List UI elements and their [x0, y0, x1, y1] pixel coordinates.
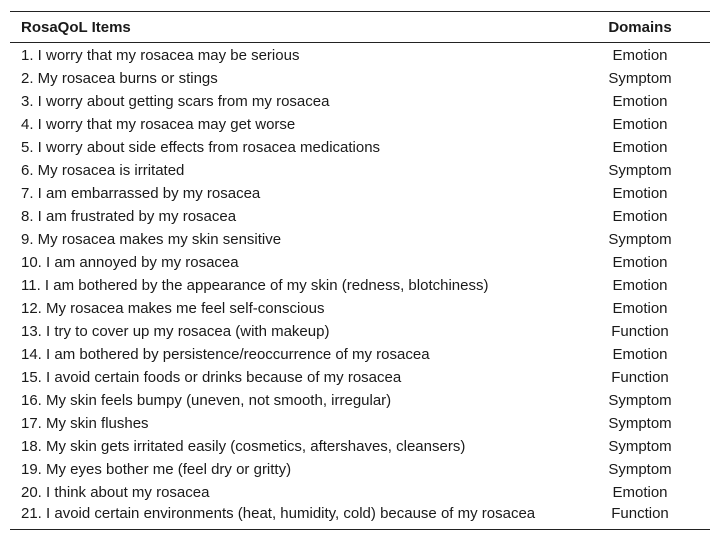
domain-cell: Emotion: [612, 47, 668, 64]
table-row: [10, 320, 710, 343]
table-row: [10, 274, 710, 297]
item-cell: 21. I avoid certain environments (heat, humidity, cold) because of my rosacea: [10, 504, 570, 530]
domain-cell: Symptom: [608, 461, 672, 478]
domain-cell: Function: [611, 369, 669, 386]
table-row: [10, 136, 710, 159]
table-row: [10, 67, 710, 90]
domain-cell: Symptom: [608, 438, 672, 455]
item-cell: 13. I try to cover up my rosacea (with makeup): [21, 323, 330, 340]
table-row: [10, 228, 710, 251]
domain-cell: Emotion: [612, 484, 668, 501]
table-row: [10, 412, 710, 435]
item-cell: 15. I avoid certain foods or drinks because of my rosacea: [21, 369, 402, 386]
domain-cell: Function: [570, 504, 710, 530]
item-cell: 9. My rosacea makes my skin sensitive: [21, 231, 282, 248]
table-row: [10, 435, 710, 458]
domain-cell: Symptom: [608, 392, 672, 409]
table-row: [10, 343, 710, 366]
item-cell: 4. I worry that my rosacea may get worse: [21, 116, 296, 133]
domain-cell: Emotion: [612, 185, 668, 202]
rosaqol-table-container: [10, 11, 710, 530]
domain-cell: Emotion: [612, 116, 668, 133]
rosaqol-table: [10, 11, 710, 530]
item-cell: 17. My skin flushes: [21, 415, 149, 432]
table-row: [10, 504, 710, 530]
table-row: [10, 182, 710, 205]
item-cell: 10. I am annoyed by my rosacea: [21, 254, 239, 271]
domain-cell: Symptom: [608, 415, 672, 432]
item-cell: 18. My skin gets irritated easily (cosmetics, aftershaves, cleansers): [21, 438, 466, 455]
table-row: [10, 159, 710, 182]
item-cell: 5. I worry about side effects from rosacea medications: [21, 139, 381, 156]
table-row: [10, 458, 710, 481]
domain-cell: Symptom: [608, 231, 672, 248]
item-cell: 19. My eyes bother me (feel dry or gritty): [21, 461, 292, 478]
table-row: [10, 366, 710, 389]
table-row: [10, 43, 710, 68]
item-cell: 20. I think about my rosacea: [21, 484, 210, 501]
domain-cell: Emotion: [612, 208, 668, 225]
item-cell: 8. I am frustrated by my rosacea: [21, 208, 237, 225]
header-domains: Domains: [570, 12, 710, 43]
item-cell: 14. I am bothered by persistence/reoccurrence of my rosacea: [21, 346, 430, 363]
table-row: [10, 205, 710, 228]
domain-cell: Emotion: [612, 300, 668, 317]
domain-cell: Emotion: [612, 254, 668, 271]
item-cell: 11. I am bothered by the appearance of my skin (redness, blotchiness): [21, 277, 489, 294]
domain-cell: Emotion: [612, 93, 668, 110]
item-cell: 12. My rosacea makes me feel self-conscious: [21, 300, 325, 317]
table-row: [10, 251, 710, 274]
table-header: [10, 12, 710, 43]
domain-cell: Symptom: [608, 162, 672, 179]
item-cell: 7. I am embarrassed by my rosacea: [21, 185, 261, 202]
table-row: [10, 90, 710, 113]
header-items: RosaQoL Items: [10, 12, 570, 43]
item-cell: 6. My rosacea is irritated: [21, 162, 185, 179]
domain-cell: Emotion: [612, 139, 668, 156]
item-cell: 3. I worry about getting scars from my rosacea: [21, 93, 330, 110]
item-cell: 16. My skin feels bumpy (uneven, not smooth, irregular): [21, 392, 392, 409]
domain-cell: Function: [611, 323, 669, 340]
domain-cell: Emotion: [612, 346, 668, 363]
table-body: [10, 43, 710, 530]
table-row: [10, 481, 710, 504]
table-row: [10, 113, 710, 136]
table-row: [10, 297, 710, 320]
header-row: [10, 12, 710, 43]
domain-cell: Emotion: [612, 277, 668, 294]
table-row: [10, 389, 710, 412]
item-cell: 1. I worry that my rosacea may be serious: [21, 47, 300, 64]
item-cell: 2. My rosacea burns or stings: [21, 70, 218, 87]
domain-cell: Symptom: [608, 70, 672, 87]
